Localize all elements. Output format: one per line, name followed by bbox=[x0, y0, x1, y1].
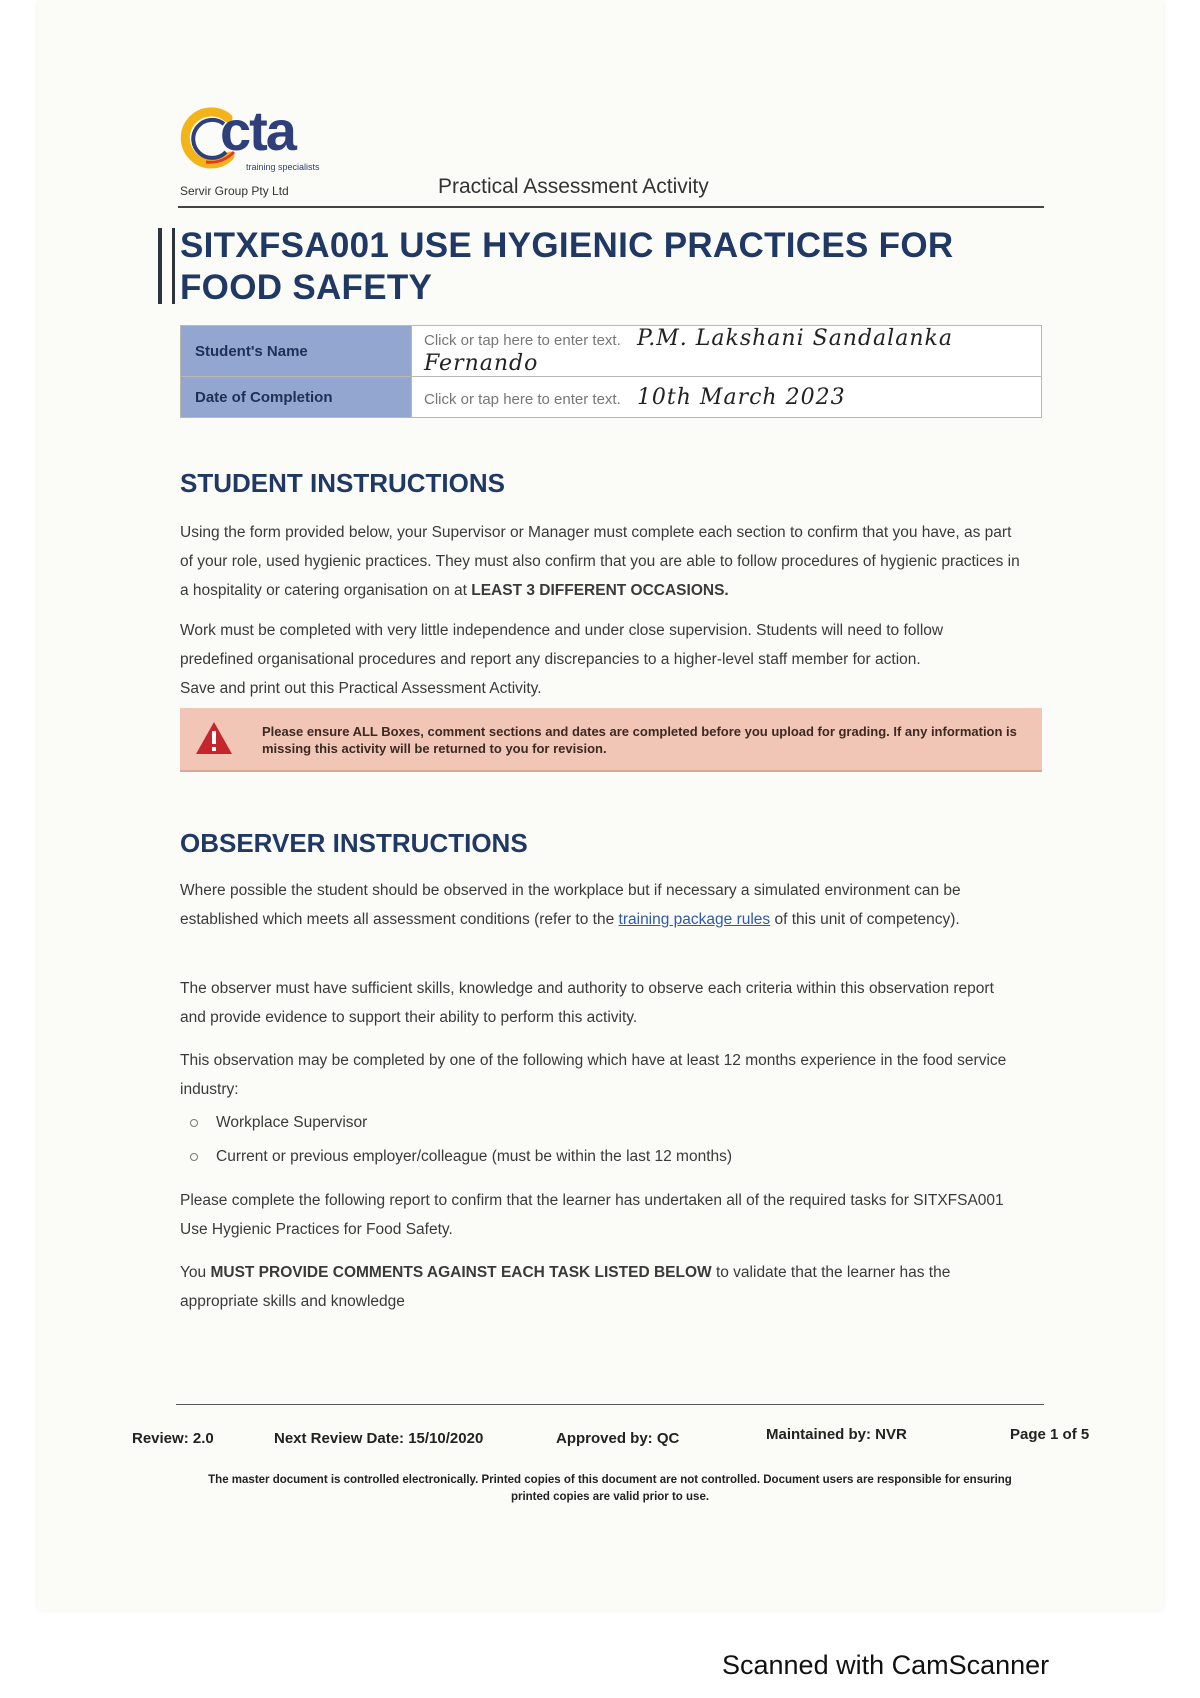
student-instructions-para2: Work must be completed with very little independence and under close supervision. Students will need to follow predefined organisational procedures and report any discrepancies to a higher-level staff member for action. bbox=[180, 622, 944, 668]
warning-triangle-icon bbox=[194, 720, 234, 756]
footer-divider bbox=[176, 1404, 1044, 1405]
observer-instructions-para4: Please complete the following report to confirm that the learner has undertaken all of the required tasks for SITXFSA001 Use Hygienic Practices for Food Safety. bbox=[180, 1192, 1004, 1238]
observer-para5-emphasis: MUST PROVIDE COMMENTS AGAINST EACH TASK LISTED BELOW bbox=[210, 1264, 712, 1281]
student-name-label: Student's Name bbox=[181, 326, 412, 377]
date-completion-label: Date of Completion bbox=[181, 377, 412, 418]
student-name-field[interactable] bbox=[412, 326, 1042, 377]
list-item bbox=[190, 1148, 732, 1166]
observer-para5-end: to validate that the learner has the appropriate skills and knowledge bbox=[180, 1264, 951, 1310]
observer-para5-start: You bbox=[180, 1264, 211, 1281]
warning-text: Please ensure ALL Boxes, comment sections and dates are completed before you upload for grading. If any information is missing this activity will be returned to you for revision. bbox=[262, 724, 1017, 756]
warning-banner bbox=[180, 708, 1042, 772]
observer-instructions-para1 bbox=[180, 876, 1020, 934]
student-instructions-heading: STUDENT INSTRUCTIONS bbox=[180, 468, 505, 498]
header-divider bbox=[178, 206, 1044, 208]
page-title: SITXFSA001 USE HYGIENIC PRACTICES FOR FOOD SAFETY bbox=[180, 226, 954, 307]
student-instructions-para1 bbox=[180, 518, 1020, 605]
activity-title: Practical Assessment Activity bbox=[438, 175, 709, 198]
student-para1-emphasis: LEAST 3 DIFFERENT OCCASIONS. bbox=[471, 582, 729, 599]
cta-logo bbox=[176, 99, 336, 174]
bullet-text: Current or previous employer/colleague (must be within the last 12 months) bbox=[216, 1148, 733, 1165]
observer-instructions-para3: This observation may be completed by one of the following which have at least 12 months experience in the food service industry: bbox=[180, 1052, 1007, 1098]
footer-review: Review: 2.0 bbox=[132, 1430, 214, 1447]
footer-page-number: Page 1 of 5 bbox=[1010, 1426, 1090, 1443]
student-name-handwritten: P.M. Lakshani Sandalanka Fernando bbox=[424, 326, 953, 376]
training-package-rules-link[interactable]: training package rules bbox=[618, 911, 771, 928]
bullet-circle-icon bbox=[190, 1153, 198, 1161]
logo-wordmark: cta bbox=[220, 99, 295, 162]
table-row bbox=[181, 326, 1042, 377]
student-name-placeholder: Click or tap here to enter text. bbox=[424, 332, 621, 349]
footer-maintained: Maintained by: NVR bbox=[766, 1426, 907, 1443]
date-completion-handwritten: 10th March 2023 bbox=[636, 384, 846, 410]
logo-tagline: training specialists bbox=[246, 162, 320, 172]
observer-instructions-para5 bbox=[180, 1258, 1020, 1316]
footer-control-note: The master document is controlled electronically. Printed copies of this document are not controlled. Document users are responsible for ensuring printed copies are valid prior to use. bbox=[208, 1474, 1012, 1503]
date-completion-placeholder: Click or tap here to enter text. bbox=[424, 390, 621, 408]
company-name: Servir Group Pty Ltd bbox=[180, 184, 289, 198]
camscanner-watermark: Scanned with CamScanner bbox=[722, 1650, 1050, 1680]
observer-para1-end: of this unit of competency). bbox=[770, 911, 960, 928]
footer-approved: Approved by: QC bbox=[556, 1430, 680, 1447]
student-info-table bbox=[180, 325, 1042, 418]
student-para1-text: Using the form provided below, your Supervisor or Manager must complete each section to confirm that you have, as part of your role, used hygienic practices. They must also confirm that you are able to follow procedures of hygienic practices in a hospitality or catering organisation on at bbox=[180, 524, 1020, 599]
bullet-circle-icon bbox=[190, 1119, 198, 1127]
title-accent-bars bbox=[158, 228, 175, 304]
footer-next-review: Next Review Date: 15/10/2020 bbox=[274, 1430, 484, 1447]
student-instructions-para3: Save and print out this Practical Assessment Activity. bbox=[180, 680, 542, 697]
table-row bbox=[181, 377, 1042, 418]
list-item bbox=[190, 1114, 367, 1132]
date-completion-field[interactable] bbox=[412, 377, 1042, 418]
observer-instructions-para2: The observer must have sufficient skills, knowledge and authority to observe each criteria within this observation report and provide evidence to support their ability to perform this activity. bbox=[180, 980, 994, 1026]
bullet-text: Workplace Supervisor bbox=[216, 1114, 368, 1131]
observer-instructions-heading: OBSERVER INSTRUCTIONS bbox=[180, 828, 528, 858]
observer-para1-text: Where possible the student should be observed in the workplace but if necessary a simulated environment can be established which meets all assessment conditions (refer to the bbox=[180, 882, 961, 928]
